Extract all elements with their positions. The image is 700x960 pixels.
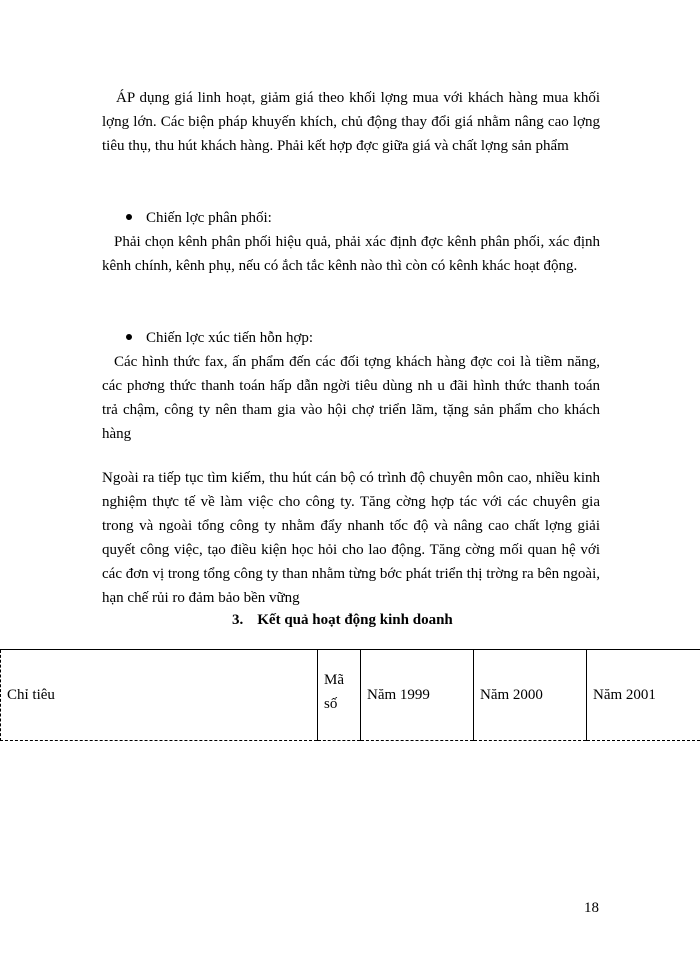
page-number: 18 [584,900,599,916]
paragraph-promotion: Các hình thức fax, ấn phẩm đến các đối tợng khách hàng đợc coi là tiềm năng, các phơng thức thanh toán hấp dẫn ngời tiêu dùng nh u đãi hình thức thanh toán trả chậm, công ty nên tham gia vào hội chợ triển lãm, tặng sản phẩm cho khách hàng [102,354,600,442]
paragraph-distribution: Phải chọn kênh phân phối hiệu quả, phải xác định đợc kênh phân phối, xác định kênh chính, kênh phụ, nếu có ắch tắc kênh nào thì còn có kênh khác hoạt động. [102,234,600,274]
header-indicator: Chỉ tiêu [1,650,318,741]
header-year-1999: Năm 1999 [361,650,474,741]
bullet-promotion-label: Chiến lợc xúc tiến hỗn hợp: [146,330,314,346]
bullet-distribution-label: Chiến lợc phân phối: [146,210,272,226]
table-header-row [1,650,700,741]
header-code: Mã số [318,650,361,741]
paragraph-other-measures: Ngoài ra tiếp tục tìm kiếm, thu hút cán bộ có trình độ chuyên môn cao, nhiều kinh nghiệm thực tế về làm việc cho công ty. Tăng cờng hợp tác với các chuyên gia trong và ngoài tổng công ty nhằm đẩy nhanh tốc độ và nâng cao chất lợng giải quyết công việc, tạo điều kiện học hỏi cho lao động. Tăng cờng mối quan hệ với các đơn vị trong tổng công ty than nhằm từng bớc phát triển thị trờng ra bên ngoài, hạn chế rủi ro đảm bảo bền vững [102,470,600,606]
paragraph-pricing: ÁP dụng giá linh hoạt, giảm giá theo khối lợng mua với khách hàng mua khối lợng lớn. Các biện pháp khuyến khích, chủ động thay đổi giá nhằm nâng cao lợng tiêu thụ, thu hút khách hàng. Phải kết hợp đợc giữa giá và chất lợng sản phẩm [102,90,600,154]
business-results-table [0,649,700,741]
bullet-icon [126,334,132,340]
bullet-promotion-strategy [126,326,313,350]
header-year-2001: Năm 2001 [587,650,700,741]
section-heading [232,608,453,632]
section-title: Kết quả hoạt động kinh doanh [257,612,453,628]
bullet-distribution-strategy [126,206,272,230]
section-number: 3. [232,612,244,628]
bullet-icon [126,214,132,220]
header-year-2000: Năm 2000 [474,650,587,741]
